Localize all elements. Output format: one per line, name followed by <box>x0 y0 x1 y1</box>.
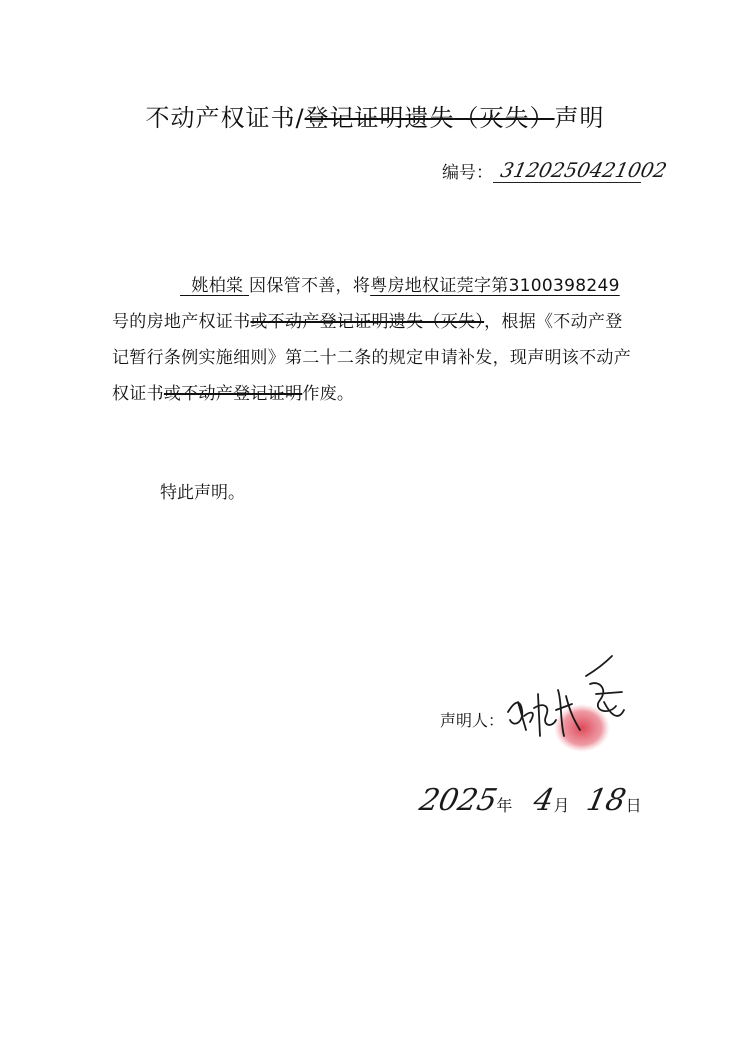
title-part-declaration: 声明 <box>554 104 605 132</box>
body-text-4: 作废。 <box>302 384 355 404</box>
declaration-body <box>112 268 632 412</box>
declaration-date <box>416 783 642 818</box>
body-text-1: 因保管不善，将 <box>249 276 371 296</box>
fingerprint-seal-and-signature-graphic <box>500 650 630 760</box>
document-number <box>442 158 669 183</box>
date-year-unit: 年 <box>496 796 513 815</box>
date-year: 2025 <box>416 783 501 818</box>
title-part-proof-lost-struck: 登记证明遗失 <box>304 104 455 132</box>
date-month: 4 <box>530 783 558 818</box>
owner-name-text: 姚柏棠 <box>191 276 244 296</box>
certificate-number: 3100398249 <box>508 276 620 296</box>
certificate-prefix: 粤房地权证莞字第 <box>370 276 509 296</box>
declaration-paragraph <box>112 268 632 412</box>
number-value-field <box>493 158 669 183</box>
body-text-3: ，根据《不动产登记暂行条例实施细则》第二十二条的规定申请补发，现声明该不动产权证书 <box>112 312 631 404</box>
struck-text-2: 或不动产登记证明 <box>163 384 303 404</box>
declarant-label: 声明人： <box>440 711 505 730</box>
date-day: 18 <box>583 783 630 818</box>
struck-text-1: 或不动产登记证明遗失（灭失） <box>250 312 485 332</box>
date-day-unit: 日 <box>625 796 642 815</box>
owner-name <box>180 276 249 296</box>
closing-statement: 特此声明。 <box>160 483 245 503</box>
document-title <box>0 98 750 133</box>
date-month-unit: 月 <box>553 796 570 815</box>
title-part-certificate: 不动产权证书/ <box>145 104 305 132</box>
body-text-2: 号的房地产权证书 <box>112 312 251 332</box>
number-value: 3120250421002 <box>498 158 669 182</box>
title-part-destroyed-struck: （灭失） <box>454 104 555 132</box>
number-label: 编号： <box>442 163 493 183</box>
signature-and-seal <box>500 650 630 760</box>
